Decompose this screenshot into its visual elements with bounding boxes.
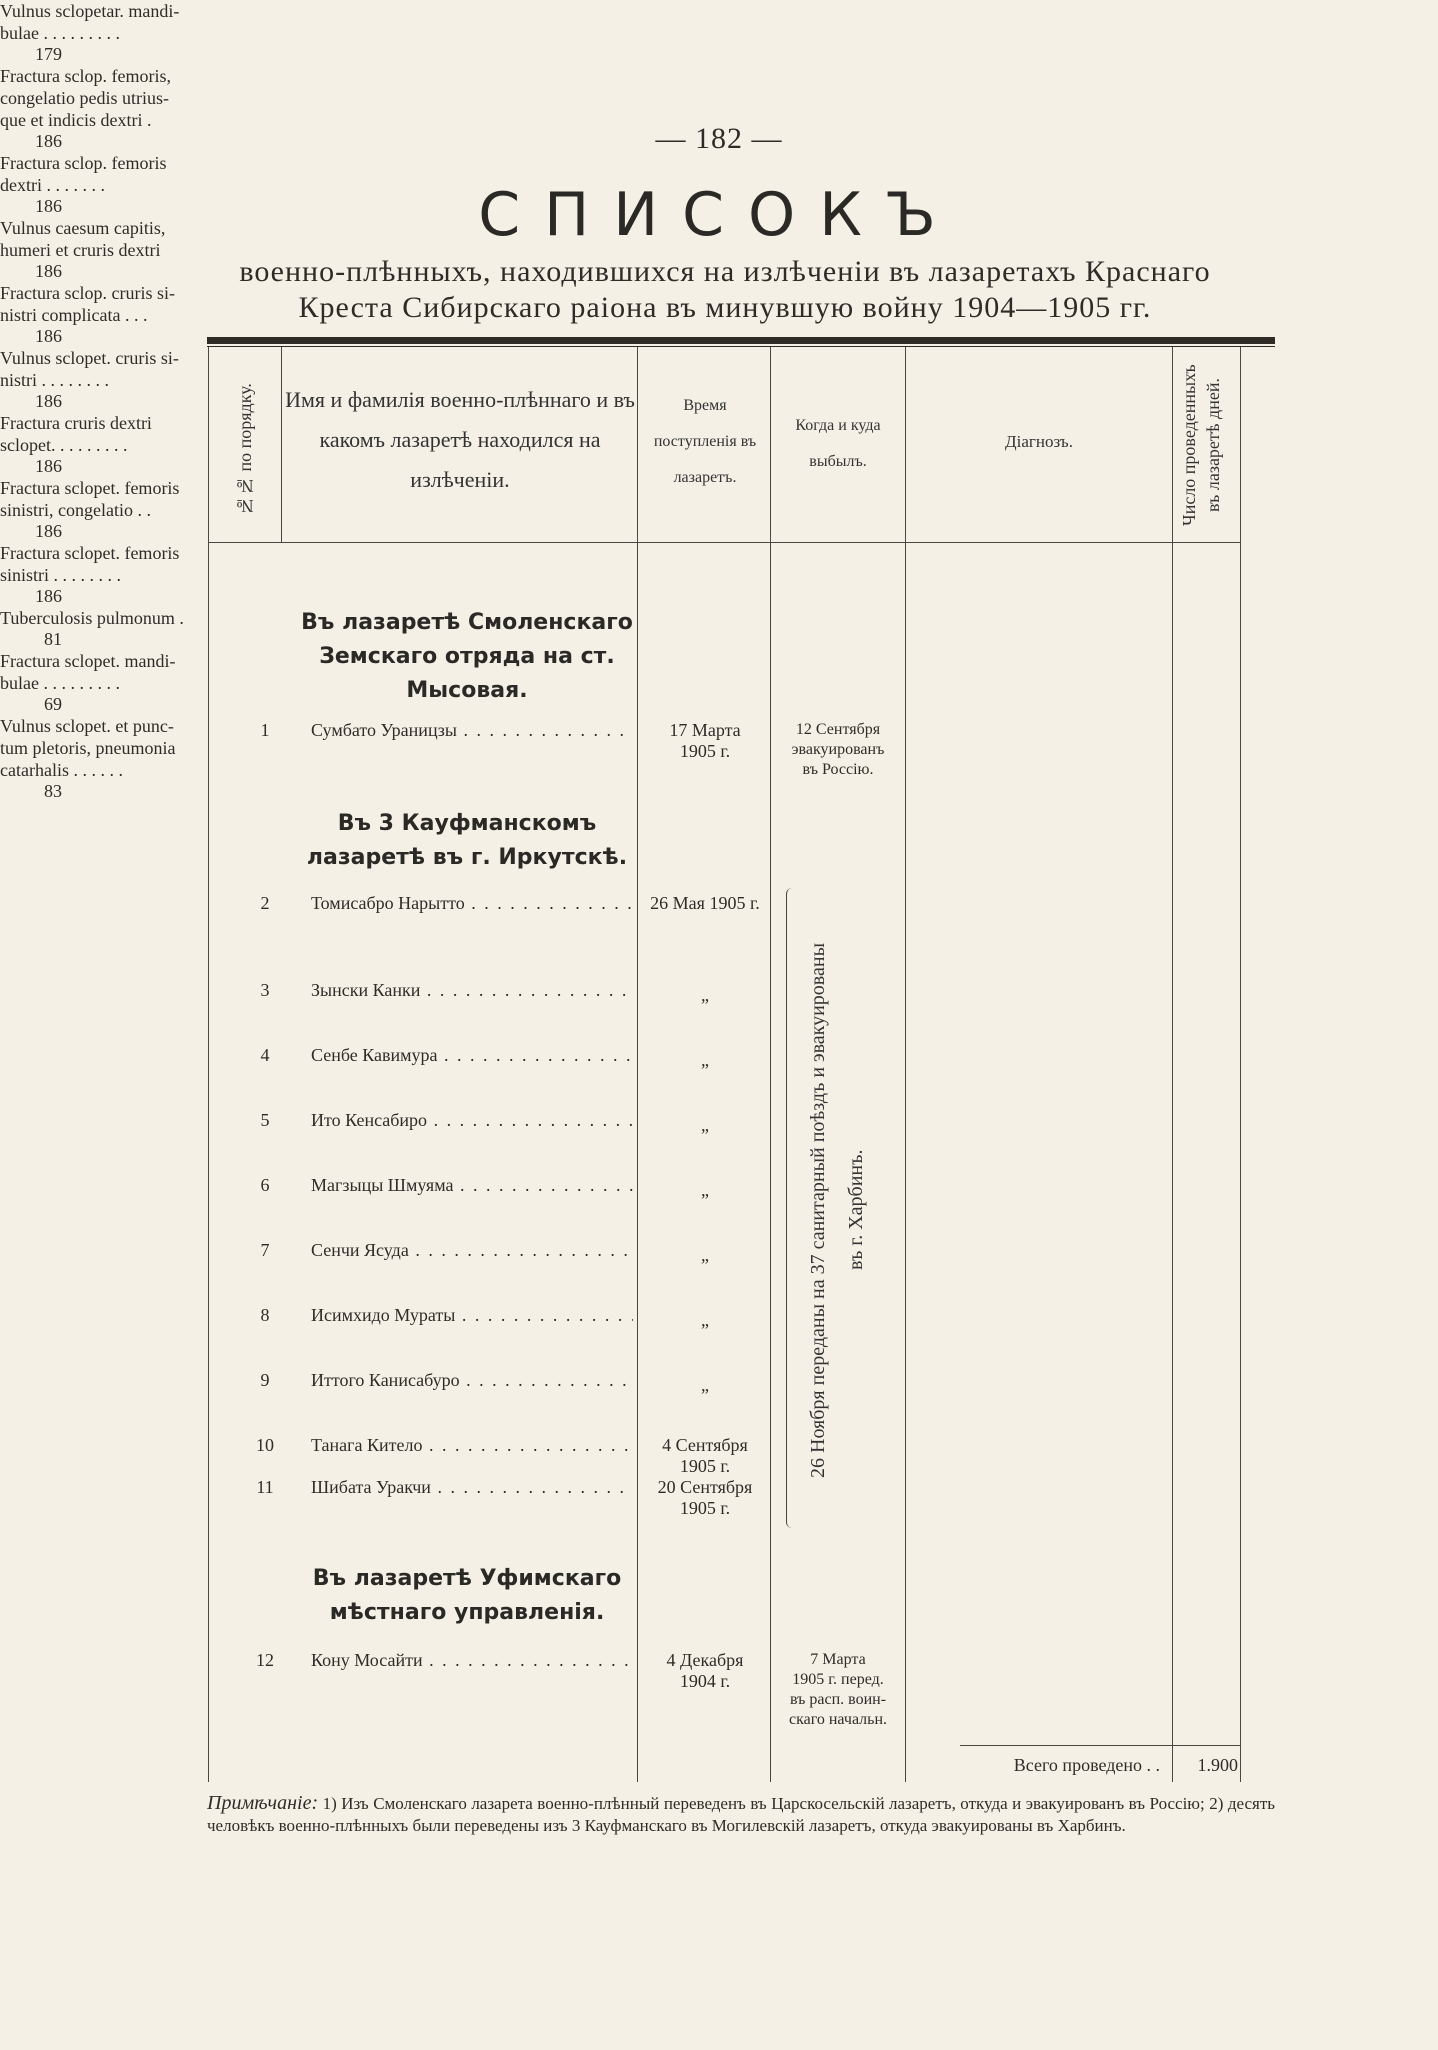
header-order: №№ по порядку. — [235, 383, 255, 517]
page-subtitle-line-1: военно-плѣнныхъ, находившихся на излѣченіи въ лазаретахъ Краснаго — [239, 255, 1211, 288]
row-name: Исимхидо Мураты . . . — [311, 1305, 633, 1326]
row-days: 83 — [44, 781, 62, 801]
row-number: 7 — [260, 1240, 270, 1260]
group-brace — [786, 888, 799, 1528]
row-diagnosis: Fractura sclop. femoris, congelatio pedis utrius- que et indicis dextri . — [0, 66, 171, 130]
row-number: 3 — [260, 980, 270, 1000]
row-name: Томисабро Нарытто . . . — [311, 893, 633, 914]
row-days: 179 — [35, 44, 62, 64]
page-subtitle-line-2: Креста Сибирскаго раіона въ минувшую войну 1904—1905 гг. — [298, 291, 1152, 324]
table-top-rule — [207, 337, 1275, 344]
table-top-rule-thin — [207, 346, 1275, 347]
column-divider — [1240, 347, 1241, 1782]
header-departed: Когда и куда выбылъ. — [795, 417, 881, 470]
row-number: 6 — [260, 1175, 270, 1195]
header-diagnosis: Діагнозъ. — [1005, 432, 1073, 451]
row-diagnosis: Fractura sclop. cruris si- nistri complicata . . . — [0, 283, 175, 325]
row-diagnosis: Fractura sclopet. mandi- bulae . . . . . . . . . — [0, 651, 176, 693]
row-number: 8 — [260, 1305, 270, 1325]
row-name: Сенчи Ясуда . . . — [311, 1240, 633, 1261]
section-heading: Въ лазаретѣ Смоленскаго Земскаго отряда на ст. Мысовая. — [301, 610, 633, 703]
row-name: Иттого Канисабуро . . . — [311, 1370, 633, 1391]
total-value: 1.900 — [1197, 1755, 1238, 1775]
column-divider — [208, 347, 209, 1782]
row-diagnosis: Fractura cruris dextri sclopet. . . . . . . . . — [0, 413, 152, 455]
row-diagnosis: Vulnus sclopetar. mandi- bulae . . . . . . . . . — [0, 1, 180, 43]
row-days: 186 — [35, 261, 62, 281]
header-days-line-1: Число проведенныхъ — [1179, 364, 1199, 526]
row-admitted: „ — [701, 1180, 709, 1200]
column-divider — [905, 347, 906, 1782]
total-rule — [960, 1745, 1240, 1746]
row-admitted: 4 Сентября 1905 г. — [662, 1435, 748, 1476]
row-name: Магзыцы Шмуяма . . . — [311, 1175, 633, 1196]
row-admitted: „ — [701, 1310, 709, 1330]
row-admitted: „ — [701, 1245, 709, 1265]
row-departed: 12 Сентября эвакуированъ въ Россію. — [791, 721, 885, 778]
row-name: Танага Китело . . . — [311, 1435, 633, 1456]
row-days: 186 — [35, 196, 62, 216]
row-name: Зынски Канки . . . — [311, 980, 633, 1001]
group-departure-note-destination: въ г. Харбинъ. — [845, 1149, 867, 1271]
row-name: Ито Кенсабиро . . . — [311, 1110, 633, 1131]
row-diagnosis: Fractura sclop. femoris dextri . . . . . . . — [0, 153, 167, 195]
row-diagnosis: Tuberculosis pulmonum . — [0, 608, 184, 628]
row-days: 186 — [35, 456, 62, 476]
row-name: Кону Мосайти . . . — [311, 1650, 633, 1671]
row-days: 186 — [35, 131, 62, 151]
total-label: Всего проведено . . — [1013, 1755, 1160, 1775]
row-name: Сумбато Ураницзы . . . — [311, 720, 633, 741]
row-number: 1 — [260, 720, 270, 740]
row-days: 186 — [35, 391, 62, 411]
row-number: 4 — [260, 1045, 270, 1065]
row-diagnosis: Vulnus sclopet. et punc- tum pletoris, pneumonia catarhalis . . . . . . — [0, 716, 176, 780]
row-diagnosis: Vulnus sclopet. cruris si- nistri . . . . . . . . — [0, 348, 179, 390]
row-admitted: „ — [701, 985, 709, 1005]
row-admitted: 20 Сентября 1905 г. — [657, 1477, 753, 1518]
row-days: 69 — [44, 694, 62, 714]
group-departure-note: 26 Ноября переданы на 37 санитарный поѣздъ и эвакуированы — [807, 942, 829, 1478]
row-diagnosis: Fractura sclopet. femoris sinistri . . . . . . . . — [0, 543, 180, 585]
row-days: 186 — [35, 586, 62, 606]
section-heading: Въ лазаретѣ Уфимскаго мѣстнаго управленія. — [312, 1566, 622, 1625]
row-number: 2 — [260, 893, 270, 913]
row-admitted: 4 Декабря 1904 г. — [666, 1650, 744, 1691]
row-name: Шибата Уракчи . . . — [311, 1477, 633, 1498]
row-admitted: 26 Мая 1905 г. — [650, 893, 760, 913]
row-number: 9 — [260, 1370, 270, 1390]
row-days: 186 — [35, 326, 62, 346]
row-number: 10 — [256, 1435, 274, 1455]
header-rule — [208, 542, 1240, 543]
page-number: — 182 — — [655, 122, 783, 155]
page-title: СПИСОКЪ — [478, 180, 960, 250]
row-name: Сенбе Кавимура . . . — [311, 1045, 633, 1066]
footnote-text: 1) Изъ Смоленскаго лазарета военно-плѣнный переведенъ въ Царскосельскій лазаретъ, откуда и эвакуированъ въ Россію; 2) десять человѣкъ военно-плѣнныхъ были переведены изъ 3 Кауфманскаго въ Могилевскій лазаретъ, откуда эвакуированы въ Харбинъ. — [207, 1794, 1276, 1835]
row-number: 11 — [256, 1477, 274, 1497]
row-departed: 7 Марта 1905 г. перед. въ расп. воин- скаго начальн. — [788, 1651, 888, 1728]
row-admitted: „ — [701, 1050, 709, 1070]
row-days: 186 — [35, 521, 62, 541]
row-admitted: „ — [701, 1375, 709, 1395]
row-diagnosis: Vulnus caesum capitis, humeri et cruris dextri — [0, 218, 166, 260]
footnote — [207, 1792, 1275, 1837]
row-admitted: „ — [701, 1115, 709, 1135]
footnote-label: Примѣчаніе: — [207, 1792, 319, 1814]
header-days — [1177, 350, 1225, 540]
column-divider — [281, 347, 282, 542]
row-admitted: 17 Марта 1905 г. — [669, 720, 741, 761]
header-admitted: Время поступленія въ лазаретъ. — [653, 397, 757, 486]
row-number: 5 — [260, 1110, 270, 1130]
column-divider — [770, 347, 771, 1782]
column-divider — [1172, 347, 1173, 1782]
row-days: 81 — [44, 629, 62, 649]
header-days-line-2: въ лазаретѣ дней. — [1203, 378, 1223, 512]
header-name: Имя и фамилія военно-плѣннаго и въ какомъ лазаретѣ находился на излѣченіи. — [285, 387, 635, 492]
row-number: 12 — [256, 1650, 274, 1670]
row-diagnosis: Fractura sclopet. femoris sinistri, congelatio . . — [0, 478, 180, 520]
section-heading: Въ 3 Кауфманскомъ лазаретѣ въ г. Иркутскѣ. — [306, 811, 628, 870]
